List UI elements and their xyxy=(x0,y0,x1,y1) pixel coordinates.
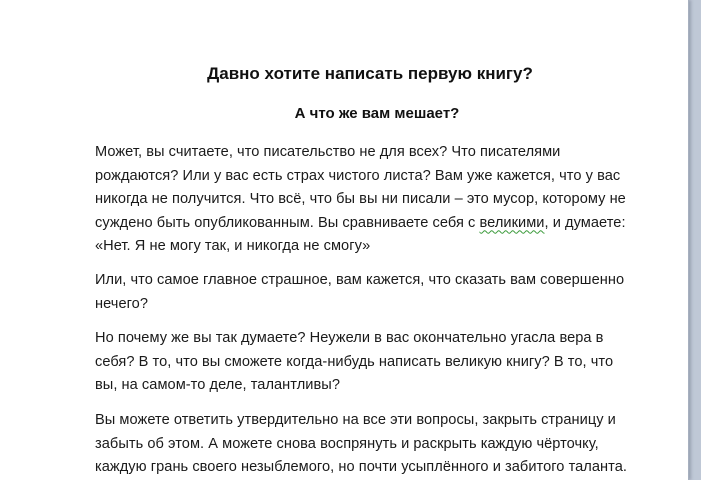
paragraph-4-line-3: каждую грань своего незыблемого, но почти усыплённого и забитого таланта. xyxy=(95,459,627,475)
spellcheck-marked-word[interactable]: великими xyxy=(479,214,545,231)
paragraph-2-line-2: нечего? xyxy=(95,295,148,312)
document-subtitle: А что же вам мешает? xyxy=(294,105,460,122)
paragraph-1-line-5: «Нет. Я не могу так, и никогда не смогу» xyxy=(95,238,371,254)
paragraph-3-line-3: вы, на самом-то деле, талантливы? xyxy=(95,377,340,393)
paragraph-4-line-1: Вы можете ответить утвердительно на все эти вопросы, закрыть страницу и xyxy=(95,412,616,428)
paragraph-1-line-3: никогда не получится. Что всё, что бы вы ни писали – это мусор, которому не xyxy=(95,191,626,207)
paragraph-4-line-2: забыть об этом. А можете снова воспрянуть и раскрыть каждую чёрточку, xyxy=(95,435,599,452)
paragraph-4 xyxy=(95,409,675,480)
paragraph-1 xyxy=(95,141,675,259)
paragraph-2-line-1: Или, что самое главное страшное, вам кажется, что сказать вам совершенно xyxy=(95,272,625,288)
paragraph-1-line-4 xyxy=(95,212,675,236)
paragraph-1-line-2: рождаются? Или у вас есть страх чистого листа? Вам уже кажется, что у вас xyxy=(95,167,621,184)
paragraph-3 xyxy=(95,327,675,398)
paragraph-3-line-1: Но почему же вы так думаете? Неужели в вас окончательно угасла вера в xyxy=(95,330,604,346)
paragraph-1-line-1: Может, вы считаете, что писательство не для всех? Что писателями xyxy=(95,144,561,160)
paragraph-1-line-4-end: , и думаете: xyxy=(544,214,626,231)
paragraph-2 xyxy=(95,269,675,316)
paragraph-3-line-2: себя? В то, что вы сможете когда-нибудь написать великую книгу? В то, что xyxy=(95,353,614,370)
document-title: Давно хотите написать первую книгу? xyxy=(207,64,533,83)
paragraph-1-line-4-start: суждено быть опубликованным. Вы сравниваете себя с xyxy=(95,214,480,231)
